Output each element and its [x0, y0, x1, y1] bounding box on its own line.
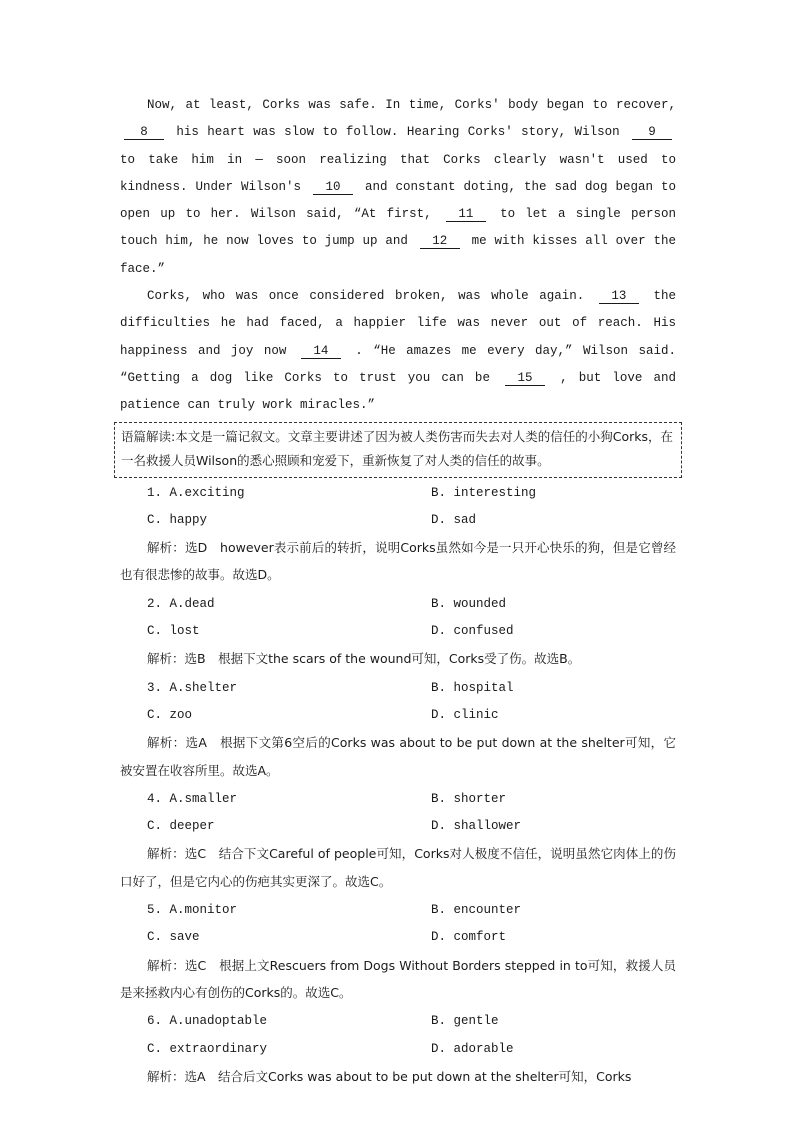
- blank-13: 13: [599, 289, 639, 304]
- option-c: C. happy: [147, 512, 208, 527]
- question-item: [120, 591, 676, 673]
- text-segment: and constant doting, the sad dog began to open up to her. Wilson said, “At first,: [120, 179, 676, 222]
- blank-10: 10: [313, 180, 353, 195]
- text-segment: Corks, who was once considered broken, was whole again.: [147, 289, 585, 304]
- option-row: [120, 786, 676, 813]
- passage-paragraph-2: [120, 283, 676, 419]
- option-row: [120, 618, 676, 645]
- explanation: 解析：选C 根据上文Rescuers from Dogs Without Borders stepped in to可知，救援人员是来拯救内心有创伤的Corks的。故选C。: [120, 957, 676, 1000]
- blank-9: 9: [632, 125, 672, 140]
- option-row: [120, 924, 676, 951]
- option-a: 2. A.dead: [147, 596, 215, 611]
- blank-11: 11: [446, 207, 486, 222]
- text-segment: me with kisses all over the face.”: [120, 234, 676, 276]
- blank-14: 14: [301, 344, 341, 359]
- passage-paragraph-1: [120, 92, 676, 283]
- question-item: [120, 786, 676, 895]
- option-row: [120, 1008, 676, 1035]
- text-segment: the difficulties he had faced, a happier life was never out of reach. His happiness and joy now: [120, 289, 676, 358]
- option-d: D. sad: [431, 512, 477, 527]
- explanation: 解析：选B 根据下文the scars of the wound可知，Corks受了伤。故选B。: [147, 651, 581, 667]
- explanation: 解析：选A 结合后文Corks was about to be put down at the shelter可知，Corks: [147, 1068, 632, 1084]
- question-item: [120, 480, 676, 589]
- option-row: [120, 675, 676, 702]
- question-item: [120, 897, 676, 1006]
- option-a: 1. A.exciting: [147, 485, 245, 500]
- summary-text: 本文是一篇记叙文。文章主要讲述了因为被人类伤害而失去对人类的信任的小狗Corks，在一名救援人员Wilson的悉心照顾和宠爱下，重新恢复了对人类的信任的故事。: [121, 428, 673, 468]
- text-segment: to let a single person touch him, he now loves to jump up and: [120, 207, 676, 249]
- blank-8: 8: [124, 125, 164, 140]
- option-d: D. adorable: [431, 1041, 514, 1056]
- option-c: C. zoo: [147, 707, 193, 722]
- text-segment: , but love and patience can truly work miracles.”: [120, 370, 676, 413]
- option-b: B. encounter: [431, 903, 522, 918]
- question-item: [120, 1008, 676, 1090]
- option-row: [120, 507, 676, 534]
- option-d: D. shallower: [431, 819, 522, 834]
- option-a: 3. A.shelter: [147, 680, 238, 695]
- option-b: B. shorter: [431, 791, 507, 806]
- option-row: [120, 897, 676, 924]
- option-c: C. lost: [147, 624, 200, 639]
- option-row: [120, 480, 676, 507]
- option-row: [120, 591, 676, 618]
- option-a: 5. A.monitor: [147, 903, 238, 918]
- option-b: B. interesting: [431, 485, 537, 500]
- option-d: D. comfort: [431, 930, 507, 945]
- text-segment: to take him in — soon realizing that Corks clearly wasn't used to kindness. Under Wilson's: [120, 152, 676, 194]
- text-segment: his heart was slow to follow. Hearing Corks' story, Wilson: [176, 125, 620, 140]
- explanation: 解析：选A 根据下文第6空后的Corks was about to be put down at the shelter可知，它被安置在收容所里。故选A。: [120, 735, 676, 778]
- option-c: C. extraordinary: [147, 1041, 268, 1056]
- blank-12: 12: [420, 234, 460, 249]
- option-b: B. wounded: [431, 596, 507, 611]
- question-list: [120, 480, 676, 1091]
- option-c: C. save: [147, 930, 200, 945]
- option-b: B. gentle: [431, 1014, 499, 1029]
- option-a: 6. A.unadoptable: [147, 1014, 268, 1029]
- option-d: D. confused: [431, 624, 514, 639]
- option-c: C. deeper: [147, 819, 215, 834]
- option-row: [120, 1036, 676, 1063]
- explanation: 解析：选C 结合下文Careful of people可知，Corks对人极度不信任，说明虽然它肉体上的伤口好了，但是它内心的伤疤其实更深了。故选C。: [120, 846, 676, 889]
- option-a: 4. A.smaller: [147, 791, 238, 806]
- content-area: [120, 92, 676, 1090]
- option-d: D. clinic: [431, 707, 499, 722]
- explanation: 解析：选D however表示前后的转折，说明Corks虽然如今是一只开心快乐的狗，但是它曾经也有很悲惨的故事。故选D。: [120, 540, 676, 583]
- option-row: [120, 702, 676, 729]
- option-b: B. hospital: [431, 680, 514, 695]
- text-segment: . “He amazes me every day,” Wilson said. “Getting a dog like Corks to trust you can be: [120, 343, 676, 385]
- option-row: [120, 813, 676, 840]
- text-segment: Now, at least, Corks was safe. In time, Corks' body began to recover,: [147, 98, 676, 112]
- passage-summary-box: [114, 422, 682, 478]
- question-item: [120, 675, 676, 784]
- blank-15: 15: [505, 371, 545, 386]
- summary-label: 语篇解读:: [121, 428, 176, 444]
